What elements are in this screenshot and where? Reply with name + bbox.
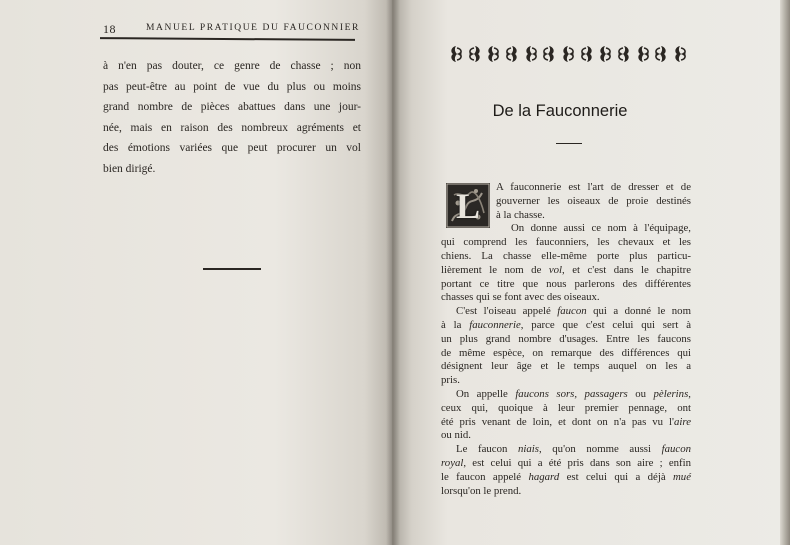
- fleuron-icon: [635, 44, 651, 64]
- text-line: royal, est celui qui a été pris dans son aire ; enfin: [441, 456, 691, 469]
- left-body-text: [103, 56, 361, 179]
- ornament-band: [448, 42, 688, 66]
- running-head: MANUEL PRATIQUE DU FAUCONNIER: [146, 23, 360, 33]
- text-line: A fauconnerie est l'art de dresser et de: [496, 181, 691, 193]
- text-line: ou nid.: [441, 429, 471, 442]
- section-end-rule: [203, 268, 261, 270]
- fleuron-icon: [597, 44, 613, 64]
- text-line: lièrement le nom de vol, et c'est dans le chapitre: [441, 263, 691, 276]
- fleuron-icon: [541, 44, 557, 64]
- text-line: à la chasse.: [496, 208, 545, 221]
- text-line: été pris venant de loin, et dont on n'a pas vu l'aire: [441, 415, 691, 428]
- fleuron-icon: [467, 44, 483, 64]
- title-rule: [556, 143, 582, 144]
- text-line: chasses qui se font avec des oiseaux.: [441, 291, 600, 304]
- text-line: On appelle faucons sors, passagers ou pèlerins,: [456, 387, 691, 400]
- text-line: née, mais en raison des nombreux agréments et: [103, 121, 361, 134]
- fleuron-icon: [616, 44, 632, 64]
- text-line: à la fauconnerie, parce que c'est celui qui sert à: [441, 318, 691, 331]
- text-line: lorsqu'on le prend.: [441, 484, 522, 497]
- chapter-title: De la Fauconnerie: [492, 102, 628, 120]
- fleuron-icon: [448, 44, 464, 64]
- text-line: portant ce titre que nous parlerons des différentes: [441, 277, 691, 290]
- text-line: de même espèce, on remarque des différences qui: [441, 346, 691, 359]
- fleuron-icon: [560, 44, 576, 64]
- fleuron-icon: [504, 44, 520, 64]
- fleuron-icon: [485, 44, 501, 64]
- text-line: chiens. La chasse elle-même porte plus particu-: [441, 249, 691, 262]
- text-line: C'est l'oiseau appelé faucon qui a donné le nom: [456, 305, 691, 318]
- fleuron-icon: [672, 44, 688, 64]
- book-gutter: [386, 0, 400, 545]
- text-line: pris.: [441, 374, 460, 387]
- text-line: désignent leur âge et le temps auquel on les a: [441, 360, 691, 373]
- text-line: Le faucon niais, qu'on nomme aussi faucon: [456, 443, 691, 456]
- page-edge: [780, 0, 790, 545]
- text-line: bien dirigé.: [103, 162, 156, 175]
- fleuron-icon: [579, 44, 595, 64]
- dropcap-letter: L: [455, 185, 480, 226]
- page-number: 18: [103, 22, 116, 36]
- text-line: le faucon appelé hagard est celui qui a déjà mué: [441, 470, 691, 483]
- text-line: On donne aussi ce nom à l'équipage,: [511, 222, 691, 235]
- text-line: ceux qui, quoique à leur premier pennage, ont: [441, 401, 691, 414]
- text-line: à n'en pas douter, ce genre de chasse ; non: [103, 60, 361, 72]
- text-line: un plus grand nombre d'usages. Entre les faucons: [441, 332, 691, 345]
- right-body-text: [441, 181, 691, 498]
- fleuron-icon: [523, 44, 539, 64]
- text-line: pas peut-être au point de vue du plus ou moins: [103, 80, 361, 93]
- text-line: gouverner les oiseaux de proie destinés: [496, 194, 691, 207]
- text-line: des émotions variées que peut procurer un vol: [103, 142, 361, 154]
- fleuron-icon: [653, 44, 669, 64]
- text-line: grand nombre de pièces abattues dans une jour-: [103, 101, 361, 113]
- text-line: qui comprend les fauconniers, les chevaux et les: [441, 236, 691, 249]
